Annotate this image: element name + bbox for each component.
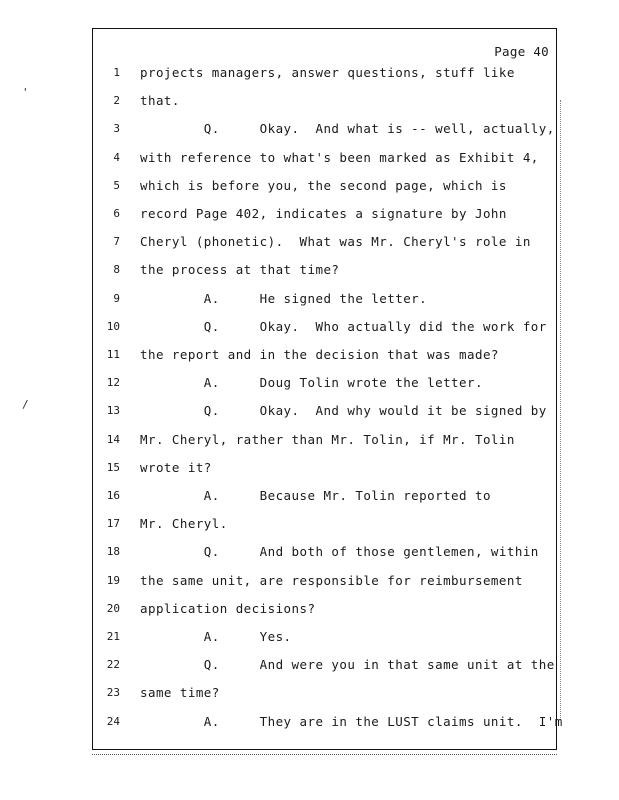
line-text: Q. And were you in that same unit at the (140, 657, 555, 673)
line-text: A. Yes. (140, 629, 292, 644)
line-number: 17 (106, 517, 120, 531)
transcript-line (0, 458, 619, 478)
transcript-line (0, 148, 619, 168)
line-text: projects managers, answer questions, stuff like (140, 65, 515, 80)
line-number: 2 (113, 94, 120, 108)
transcript-line (0, 599, 619, 619)
line-number: 8 (113, 263, 120, 277)
line-text: application decisions? (140, 600, 316, 616)
transcript-line (0, 655, 619, 675)
line-text: the same unit, are responsible for reimbursement (140, 572, 523, 588)
line-text: Q. And both of those gentlemen, within (140, 544, 539, 560)
transcript-line (0, 345, 619, 365)
line-text: which is before you, the second page, which is (140, 177, 507, 193)
line-text: wrote it? (140, 459, 212, 475)
line-text: Cheryl (phonetic). What was Mr. Cheryl's role in (140, 234, 531, 250)
transcript-line (0, 289, 619, 309)
transcript-line (0, 119, 619, 139)
transcript-line (0, 514, 619, 534)
transcript-line (0, 430, 619, 450)
transcript-line (0, 373, 619, 393)
line-number: 23 (106, 686, 120, 700)
transcript-line (0, 63, 619, 83)
line-text: Mr. Cheryl, rather than Mr. Tolin, if Mr. Tolin (140, 431, 515, 447)
line-number: 18 (106, 545, 120, 559)
line-number: 13 (106, 404, 120, 418)
transcript-line (0, 627, 619, 647)
line-number: 7 (113, 235, 120, 249)
line-number: 11 (106, 348, 120, 361)
line-number: 16 (106, 489, 120, 502)
transcript-line (0, 571, 619, 591)
line-text: A. Doug Tolin wrote the letter. (140, 375, 483, 391)
line-text: Q. Okay. And what is -- well, actually, (140, 121, 555, 137)
page-bottom-edge (92, 754, 557, 755)
line-text: A. Because Mr. Tolin reported to (140, 488, 491, 503)
line-text: with reference to what's been marked as Exhibit 4, (140, 149, 539, 165)
line-number: 24 (106, 714, 120, 728)
line-number: 21 (106, 630, 120, 643)
line-text: the report and in the decision that was made? (140, 347, 499, 362)
line-number: 5 (113, 178, 120, 192)
line-number: 22 (106, 658, 120, 672)
line-number: 15 (106, 460, 120, 474)
transcript-line (0, 712, 619, 732)
line-number: 9 (113, 291, 120, 305)
line-text: A. He signed the letter. (140, 290, 428, 306)
transcript-line (0, 260, 619, 280)
line-text: that. (140, 93, 180, 109)
transcript-line (0, 542, 619, 562)
transcript-line (0, 401, 619, 421)
line-text: the process at that time? (140, 262, 340, 278)
line-text: A. They are in the LUST claims unit. I'm (140, 713, 563, 729)
transcript-line (0, 232, 619, 252)
line-text: Mr. Cheryl. (140, 516, 228, 532)
transcript-line (0, 486, 619, 506)
left-margin-mark-1: ' (22, 86, 29, 99)
line-number: 6 (113, 207, 120, 220)
line-number: 12 (106, 376, 120, 390)
left-margin-mark-2: / (22, 398, 29, 411)
line-number: 14 (106, 432, 120, 446)
line-text: record Page 402, indicates a signature by John (140, 206, 507, 221)
page-number-header: Page 40 (494, 44, 549, 59)
transcript-line (0, 176, 619, 196)
line-number: 10 (106, 319, 120, 333)
transcript-line (0, 204, 619, 224)
line-number: 3 (113, 122, 120, 136)
transcript-line (0, 317, 619, 337)
line-text: Q. Okay. And why would it be signed by (140, 403, 547, 419)
transcript-line (0, 91, 619, 111)
line-number: 20 (106, 601, 120, 615)
line-number: 1 (113, 66, 120, 79)
line-number: 4 (113, 150, 120, 164)
transcript-line (0, 683, 619, 703)
line-text: Q. Okay. Who actually did the work for (140, 318, 547, 334)
line-number: 19 (106, 573, 120, 587)
line-text: same time? (140, 685, 220, 701)
